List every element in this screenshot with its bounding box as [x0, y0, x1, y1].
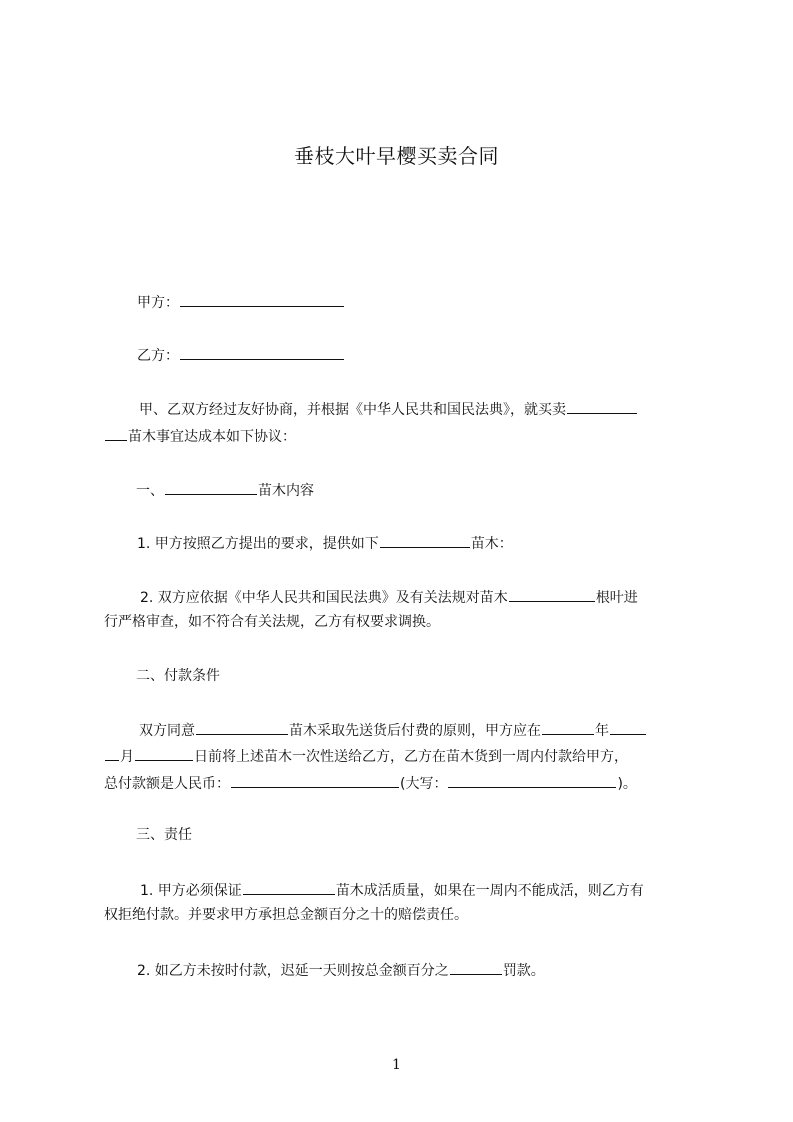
s1-item-2-text-2: 行严格审查，如不符合有关法规，乙方有权要求调换。 [104, 614, 440, 630]
s2-goods-blank [196, 719, 288, 735]
section-3-heading [136, 825, 192, 845]
s2-month-blank [610, 719, 646, 735]
s1-item-1-suffix: 苗木： [470, 536, 513, 552]
s2-month-label: 月 [120, 749, 134, 765]
section-1-heading [136, 479, 314, 501]
s2-capital-close: )。 [617, 776, 637, 792]
party-b-label: 乙方： [137, 348, 179, 364]
goods-name-blank [567, 398, 637, 414]
section-1-number: 一、 [136, 483, 164, 499]
s2-line-1 [139, 719, 647, 741]
page-number: 1 [392, 1057, 401, 1073]
party-a-label: 甲方： [137, 295, 179, 311]
s2-text-a: 双方同意 [139, 723, 195, 739]
s1-item-1 [137, 532, 513, 554]
s2-month-blank-cont [105, 745, 119, 761]
s1-item-2-blank [509, 586, 595, 602]
intro-line-1 [139, 398, 638, 420]
document-title: 垂枝大叶早樱买卖合同 [294, 144, 499, 168]
s1-item-2-line-1 [140, 586, 638, 608]
section-1-blank [165, 479, 257, 495]
s2-total-blank [231, 772, 399, 788]
s2-line-2 [104, 745, 628, 767]
s1-item-2-suffix: 根叶进 [595, 590, 638, 606]
party-a-blank [180, 291, 344, 307]
s3-item-1-line-1 [140, 879, 644, 901]
s2-text-b: 苗木采取先送货后付费的原则，甲方应在 [289, 723, 541, 739]
intro-text-2: 苗木事宜达成本如下协议： [128, 429, 296, 445]
goods-name-blank-cont [105, 425, 127, 441]
s3-item-2-text-a: 2. 如乙方未按时付款，迟延一天则按总金额百分之 [137, 963, 449, 979]
s1-item-2-text: 2. 双方应依据《中华人民共和国民法典》及有关法规对苗木 [140, 590, 508, 606]
party-b-line [137, 344, 345, 366]
s2-total-label: 总付款额是人民币： [104, 776, 230, 792]
s1-item-1-blank [380, 532, 470, 548]
section-2-title: 二、付款条件 [136, 668, 220, 684]
s2-day-blank [135, 745, 193, 761]
s2-text-c: 日前将上述苗木一次性送给乙方，乙方在苗木货到一周内付款给甲方， [194, 749, 628, 765]
s1-item-1-text: 1. 甲方按照乙方提出的要求，提供如下 [137, 536, 379, 552]
s1-item-2-line-2 [104, 612, 440, 632]
s3-item-2-text-b: 罚款。 [502, 963, 545, 979]
intro-line-2 [104, 425, 296, 447]
s3-item-1-line-2 [104, 905, 468, 925]
s3-item-1-blank [243, 879, 335, 895]
s2-line-3 [104, 772, 637, 794]
s2-capital-blank [448, 772, 616, 788]
s2-capital-label: (大写： [400, 776, 448, 792]
party-a-line [137, 291, 345, 313]
section-3-title: 三、责任 [136, 827, 192, 843]
intro-text-1: 甲、乙双方经过友好协商，并根据《中华人民共和国民法典》，就买卖 [139, 402, 566, 418]
s2-year-label: 年 [595, 723, 609, 739]
party-b-blank [180, 344, 344, 360]
section-2-heading [136, 666, 220, 686]
s3-item-2 [137, 959, 545, 981]
s3-item-1-text-c: 权拒绝付款。并要求甲方承担总金额百分之十的赔偿责任。 [104, 907, 468, 923]
s3-item-1-text-b: 苗木成活质量，如果在一周内不能成活，则乙方有 [335, 883, 644, 899]
s2-year-blank [542, 719, 594, 735]
s3-item-2-blank [450, 959, 502, 975]
section-1-title: 苗木内容 [258, 483, 314, 499]
s3-item-1-text-a: 1. 甲方必须保证 [140, 883, 242, 899]
